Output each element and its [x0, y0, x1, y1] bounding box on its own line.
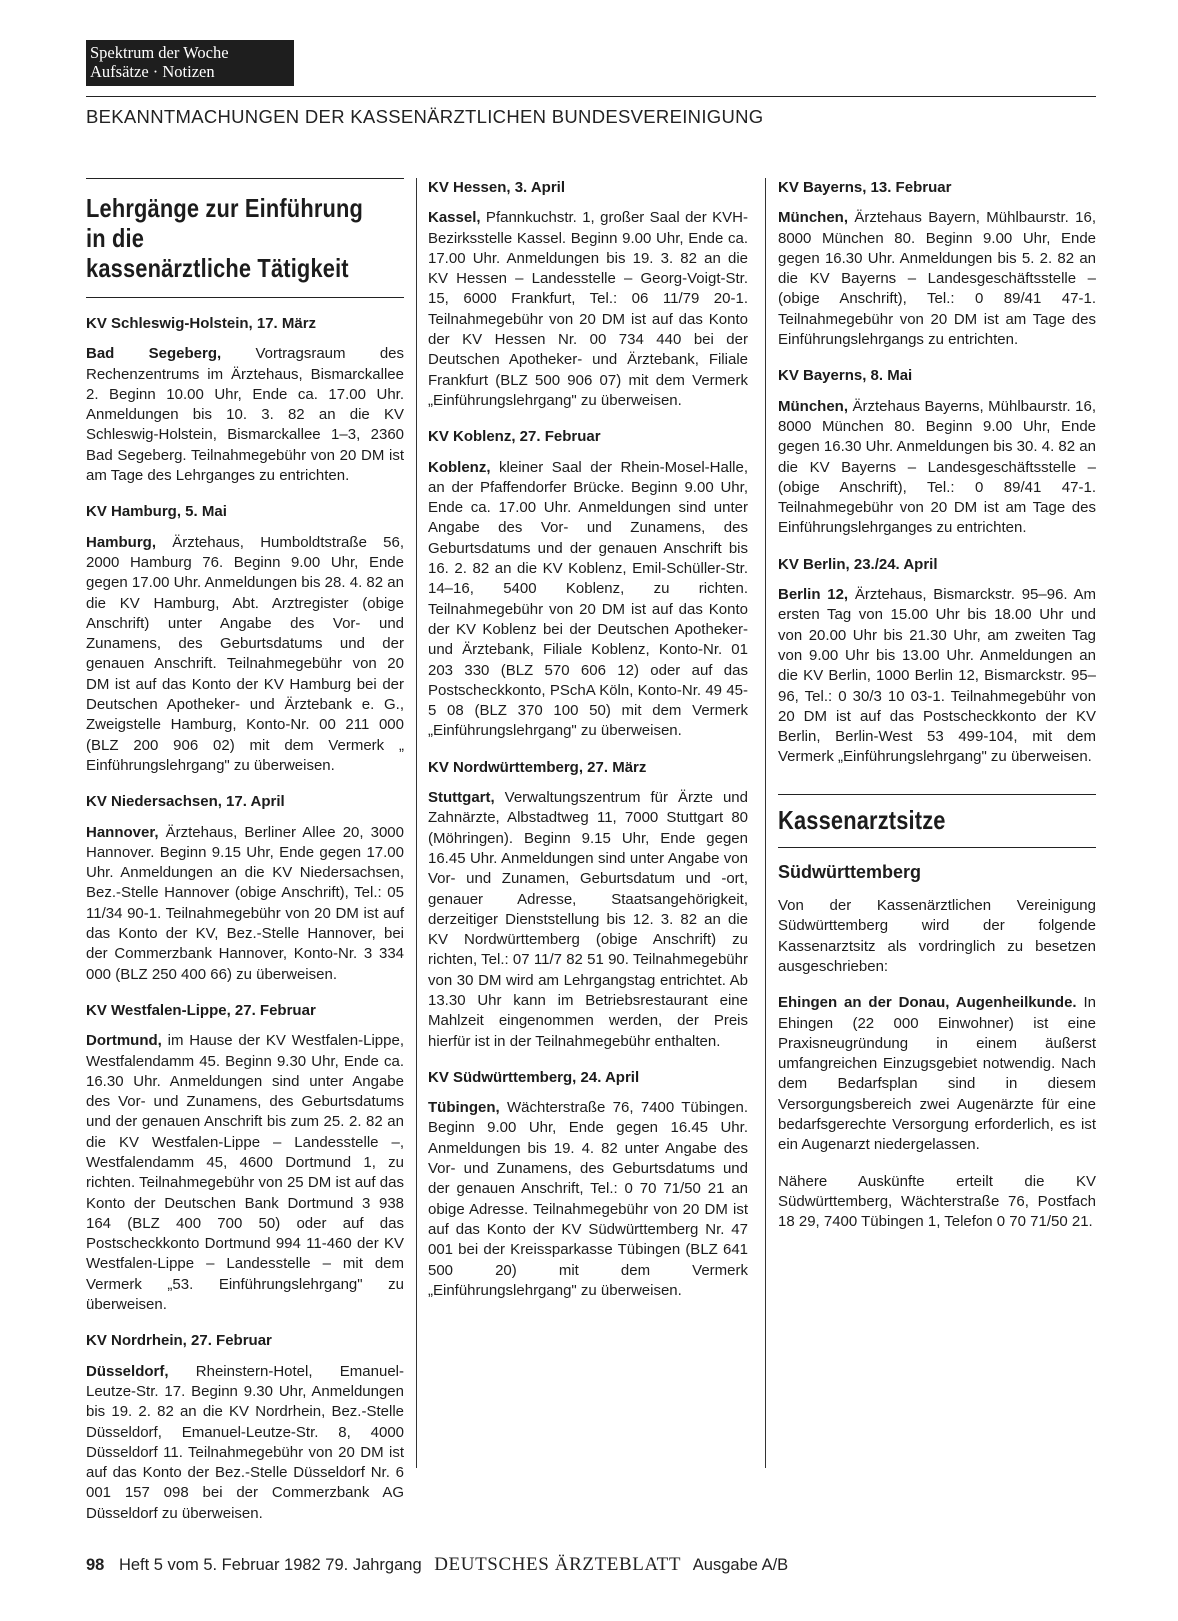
entry-text: Ärztehaus Bayerns, Mühlbaurstr. 16, 8000 München 80. Beginn 9.00 Uhr, Ende gegen 16.30 Uhr. Anmeldungen bis 30. 4. 82 an die KV Bayerns – Landesgeschäftsstelle – (obige Anschrift), Tel.: 0 89/41 47-1. Teilnahmegebühr von 20 DM ist am Tage des Einführungslehrganges zu entrichten. — [778, 397, 1096, 537]
section-tag — [86, 40, 294, 86]
entry-body — [428, 1098, 748, 1301]
article-rule-bottom — [86, 297, 404, 298]
entry-body — [86, 533, 404, 777]
entry-text: im Hause der KV Westfalen-Lippe, Westfalendamm 45. Beginn 9.30 Uhr, Ende ca. 16.30 Uhr. Anmeldungen sind unter Angabe des Vor- und Zunamens, des Geburtsdatums und der genauen Anschrift bis zum 25. 2. 82 an die KV Westfalen-Lippe – Landesstelle –, Westfalendamm 45, 4600 Dortmund 1, zu richten. Teilnahmegebühr von 25 DM ist auf das Konto der Deutschen Bank Dortmund 3 938 164 (BLZ 400 700 50) oder auf das Postscheckkonto Dortmund 994 11-460 der KV Westfalen-Lippe – Landesstelle – mit dem Vermerk „53. Einführungslehrgang" zu überweisen. — [86, 1032, 404, 1314]
entry-heading: KV Westfalen-Lippe, 27. Februar — [86, 1001, 316, 1019]
entry-text: kleiner Saal der Rhein-Mosel-Halle, an der Pfaffendorfer Brücke. Beginn 9.00 Uhr, Ende ca. 17.00 Uhr. Anmeldungen sind unter Angabe des Vor- und Zunamens, des Geburtsdatums und der genauen Anschrift bis 16. 2. 82 an die KV Koblenz, Emil-Schüller-Str. 14–16, 5400 Koblenz, zu richten. Teilnahmegebühr von 20 DM ist auf das Konto der KV Koblenz bei der Deutschen Apotheker- und Ärztebank, Filiale Koblenz, Konto-Nr. 01 203 330 (BLZ 570 606 12) oder auf das Postscheckkonto, PSchA Köln, Konto-Nr. 49 45-5 08 (BLZ 370 100 50) mit dem Vermerk „Einführungslehrgang" zu überweisen. — [428, 458, 748, 740]
header-rule — [86, 96, 1096, 97]
entry-heading: KV Schleswig-Holstein, 17. März — [86, 315, 317, 332]
article2-region: Südwürttemberg — [778, 861, 922, 882]
article2-lead: Ehingen an der Donau, Augenheilkunde. — [778, 994, 1077, 1012]
entry-heading: KV Hamburg, 5. Mai — [86, 503, 227, 521]
entry-text: Verwaltungszentrum für Ärzte und Zahnärzte, Albstadtweg 11, 7000 Stuttgart 80 (Möhringen). Beginn 9.15 Uhr, Ende gegen 16.45 Uhr. Anmeldungen sind unter Angabe von Vor- und Zunamen, Geburtsdatum und -ort, genauer Adresse, Staatsangehörigkeit, derzeitiger Dienststellung bis 12. 3. 82 an die KV Nordwürttemberg (obige Anschrift) zu richten, Tel.: 07 11/7 82 51 90. Teilnahmegebühr von 30 DM wird am Lehrgangstag entrichtet. Ab 13.30 Uhr kann im Betriebsrestaurant eine Mahlzeit eingenommen werden, der Preis hierfür ist in der Teilnahmegebühr enthalten. — [428, 789, 748, 1050]
entry-body — [86, 344, 404, 486]
article-title-line1: Lehrgänge zur Einführung — [86, 193, 364, 223]
entry-heading: KV Hessen, 3. April — [428, 179, 565, 196]
entry-heading: KV Nordrhein, 27. Februar — [86, 1332, 272, 1350]
column-2 — [428, 178, 748, 1317]
entry-place: Düsseldorf, — [86, 1362, 169, 1380]
article2-rule-top — [778, 794, 1096, 795]
article2-title: Kassenarztsitze — [778, 804, 946, 835]
article2-contact: Nähere Auskünfte erteilt die KV Südwürttemberg, Wächterstraße 76, Postfach 18 29, 7400 Tübingen 1, Telefon 0 70 71/50 21. — [778, 1172, 1096, 1231]
entry-text: Ärztehaus, Humboldtstraße 56, 2000 Hamburg 76. Beginn 9.00 Uhr, Ende gegen 17.00 Uhr. Anmeldungen bis 28. 4. 82 an die KV Hamburg, Abt. Arztregister (obige Anschrift) unter Angabe des Vor- und Zunamens, des Geburtsdatums und der genauen Anschrift. Teilnahmegebühr von 20 DM ist auf das Konto der KV Hamburg bei der Deutschen Apotheker- und Ärztebank e. G., Zweigstelle Hamburg, Konto-Nr. 00 211 000 (BLZ 200 906 02) mit dem Vermerk „ Einführungslehrgang" zu überweisen. — [86, 533, 404, 774]
entry-place: München, — [778, 209, 848, 227]
entry-body — [428, 788, 748, 1052]
entry-heading: KV Niedersachsen, 17. April — [86, 793, 285, 811]
entry-heading: KV Südwürttemberg, 24. April — [428, 1068, 640, 1086]
page-footer — [86, 1554, 788, 1576]
entry-body — [428, 208, 748, 411]
article-rule-top — [86, 178, 404, 179]
column-divider-2 — [765, 178, 766, 1468]
entry-heading: KV Nordwürttemberg, 27. März — [428, 758, 647, 776]
entry-place: Bad Segeberg, — [86, 345, 222, 363]
article2-body — [778, 993, 1096, 1155]
entry-body — [778, 208, 1096, 350]
entry-text: Vortragsraum des Rechenzentrums im Ärztehaus, Bismarckallee 2. Beginn 10.00 Uhr, Ende ca. 17.00 Uhr. Anmeldungen bis 10. 3. 82 an die KV Schleswig-Holstein, Bismarckallee 1–3, 2360 Bad Segeberg. Teilnahmegebühr von 20 DM ist am Tage des Lehrganges zu entrichten. — [86, 345, 404, 485]
article-title-line2: in die — [86, 223, 145, 253]
article2-text: In Ehingen (22 000 Einwohner) ist eine Praxisneugründung in einem äußerst umfangreichen Einzugsgebiet notwendig. Nach dem Bedarfsplan sind in diesem Versorgungsbereich zwei Augenärzte für eine bedarfsgerechte Versorgung erforderlich, es ist ein Augenarzt niedergelassen. — [778, 994, 1096, 1154]
entry-text: Pfannkuchstr. 1, großer Saal der KVH-Bezirksstelle Kassel. Beginn 9.00 Uhr, Ende ca. 17.00 Uhr. Anmeldungen bis 19. 3. 82 an die KV Hessen – Landesstelle – Georg-Voigt-Str. 15, 6000 Frankfurt, Tel.: 06 11/79 20-1. Teilnahmegebühr von 20 DM ist auf das Konto der KV Hessen Nr. 00 734 440 bei der Deutschen Apotheker- und Ärztebank, Filiale Frankfurt (BLZ 500 906 07) mit dem Vermerk „Einführungslehrgang" zu überweisen. — [428, 209, 748, 409]
section-tag-line1: Spektrum der Woche — [90, 43, 229, 62]
entry-body — [86, 1031, 404, 1315]
entry-place: Hamburg, — [86, 533, 157, 551]
entry-text: Rheinstern-Hotel, Emanuel-Leutze-Str. 17. Beginn 9.30 Uhr, Anmeldungen bis 19. 2. 82 an die KV Nordrhein, Bez.-Stelle Düsseldorf, Emanuel-Leutze-Str. 8, 4000 Düsseldorf 11. Teilnahmegebühr von 20 DM ist auf das Konto der Bez.-Stelle Düsseldorf Nr. 6 001 157 098 bei der Commerzbank AG Düsseldorf zu überweisen. — [86, 1362, 404, 1522]
entry-heading: KV Berlin, 23./24. April — [778, 555, 938, 573]
entry-body — [428, 458, 748, 742]
entry-text: Wächterstraße 76, 7400 Tübingen. Beginn 9.00 Uhr, Ende gegen 16.45 Uhr. Anmeldungen bis 19. 4. 82 unter Angabe des Vor- und Zunamens, des Geburtsdatums und der genauen Anschrift, Tel.: 0 70 71/50 21 an obige Adresse. Teilnahmegebühr von 20 DM ist auf das Konto der KV Südwürttemberg Nr. 47 001 bei der Kreissparkasse Tübingen (BLZ 641 500 20) mit dem Vermerk „Einführungslehrgang" zu überweisen. — [428, 1099, 748, 1299]
entry-body — [86, 823, 404, 985]
entry-heading: KV Koblenz, 27. Februar — [428, 428, 601, 446]
entry-place: Berlin 12, — [778, 586, 849, 604]
entry-place: München, — [778, 397, 848, 415]
column-divider-1 — [416, 178, 417, 1468]
entry-text: Ärztehaus Bayern, Mühlbaurstr. 16, 8000 München 80. Beginn 9.00 Uhr, Ende gegen 16.30 Uhr. Anmeldungen bis 5. 2. 82 an die KV Bayerns – Landesgeschäftsstelle – (obige Anschrift), Tel.: 0 89/41 47-1. Teilnahmegebühr von 20 DM ist am Tage des Einführungslehrgangs zu entrichten. — [778, 209, 1096, 349]
entry-place: Tübingen, — [428, 1099, 500, 1117]
entry-heading: KV Bayerns, 8. Mai — [778, 367, 913, 385]
section-tag-line2: Aufsätze · Notizen — [90, 62, 215, 81]
column-3 — [778, 178, 1096, 1248]
entry-body — [86, 1362, 404, 1524]
issue-info: Heft 5 vom 5. Februar 1982 79. Jahrgang — [118, 1556, 422, 1574]
entry-body — [778, 585, 1096, 768]
entry-place: Kassel, — [428, 209, 481, 227]
article-title-line3: kassenärztliche Tätigkeit — [86, 253, 349, 283]
entry-place: Dortmund, — [86, 1032, 162, 1050]
entry-place: Hannover, — [86, 823, 159, 841]
entry-body — [778, 397, 1096, 539]
entry-place: Koblenz, — [428, 458, 491, 476]
article-title — [86, 193, 404, 283]
article2-intro: Von der Kassenärztlichen Vereinigung Südwürttemberg wird der folgende Kassenarztsitz als vordringlich zu besetzen ausgeschrieben: — [778, 897, 1096, 975]
article2-rule-bottom — [778, 847, 1096, 848]
column-1 — [86, 178, 404, 1540]
entry-place: Stuttgart, — [428, 789, 495, 807]
page-number: 98 — [86, 1556, 105, 1574]
edition-info: Ausgabe A/B — [692, 1556, 789, 1574]
section-band-title: BEKANNTMACHUNGEN DER KASSENÄRZTLICHEN BUNDESVEREINIGUNG — [86, 106, 764, 127]
magazine-name: DEUTSCHES ÄRZTEBLATT — [434, 1554, 682, 1575]
entry-text: Ärztehaus, Berliner Allee 20, 3000 Hannover. Beginn 9.15 Uhr, Ende gegen 17.00 Uhr. Anmeldungen an die KV Niedersachsen, Bez.-Stelle Hannover (obige Anschrift), Tel.: 05 11/34 90-1. Teilnahmegebühr von 20 DM ist auf das Konto der KV, Bez.-Stelle Hannover, bei der Commerzbank Hannover, Konto-Nr. 3 334 000 (BLZ 250 400 66) zu überweisen. — [86, 823, 404, 983]
entry-text: Ärztehaus, Bismarckstr. 95–96. Am ersten Tag von 15.00 Uhr bis 18.00 Uhr und von 20.00 Uhr bis 21.30 Uhr, am zweiten Tag von 9.00 Uhr bis 13.00 Uhr. Anmeldungen an die KV Berlin, 1000 Berlin 12, Bismarckstr. 95–96, Tel.: 0 30/3 10 03-1. Teilnahmegebühr von 20 DM ist auf das Postscheckkonto der KV Berlin, Berlin-West 53 499-104, mit dem Vermerk „Einführungslehrgang" zu überweisen. — [778, 586, 1096, 766]
entry-heading: KV Bayerns, 13. Februar — [778, 179, 952, 196]
